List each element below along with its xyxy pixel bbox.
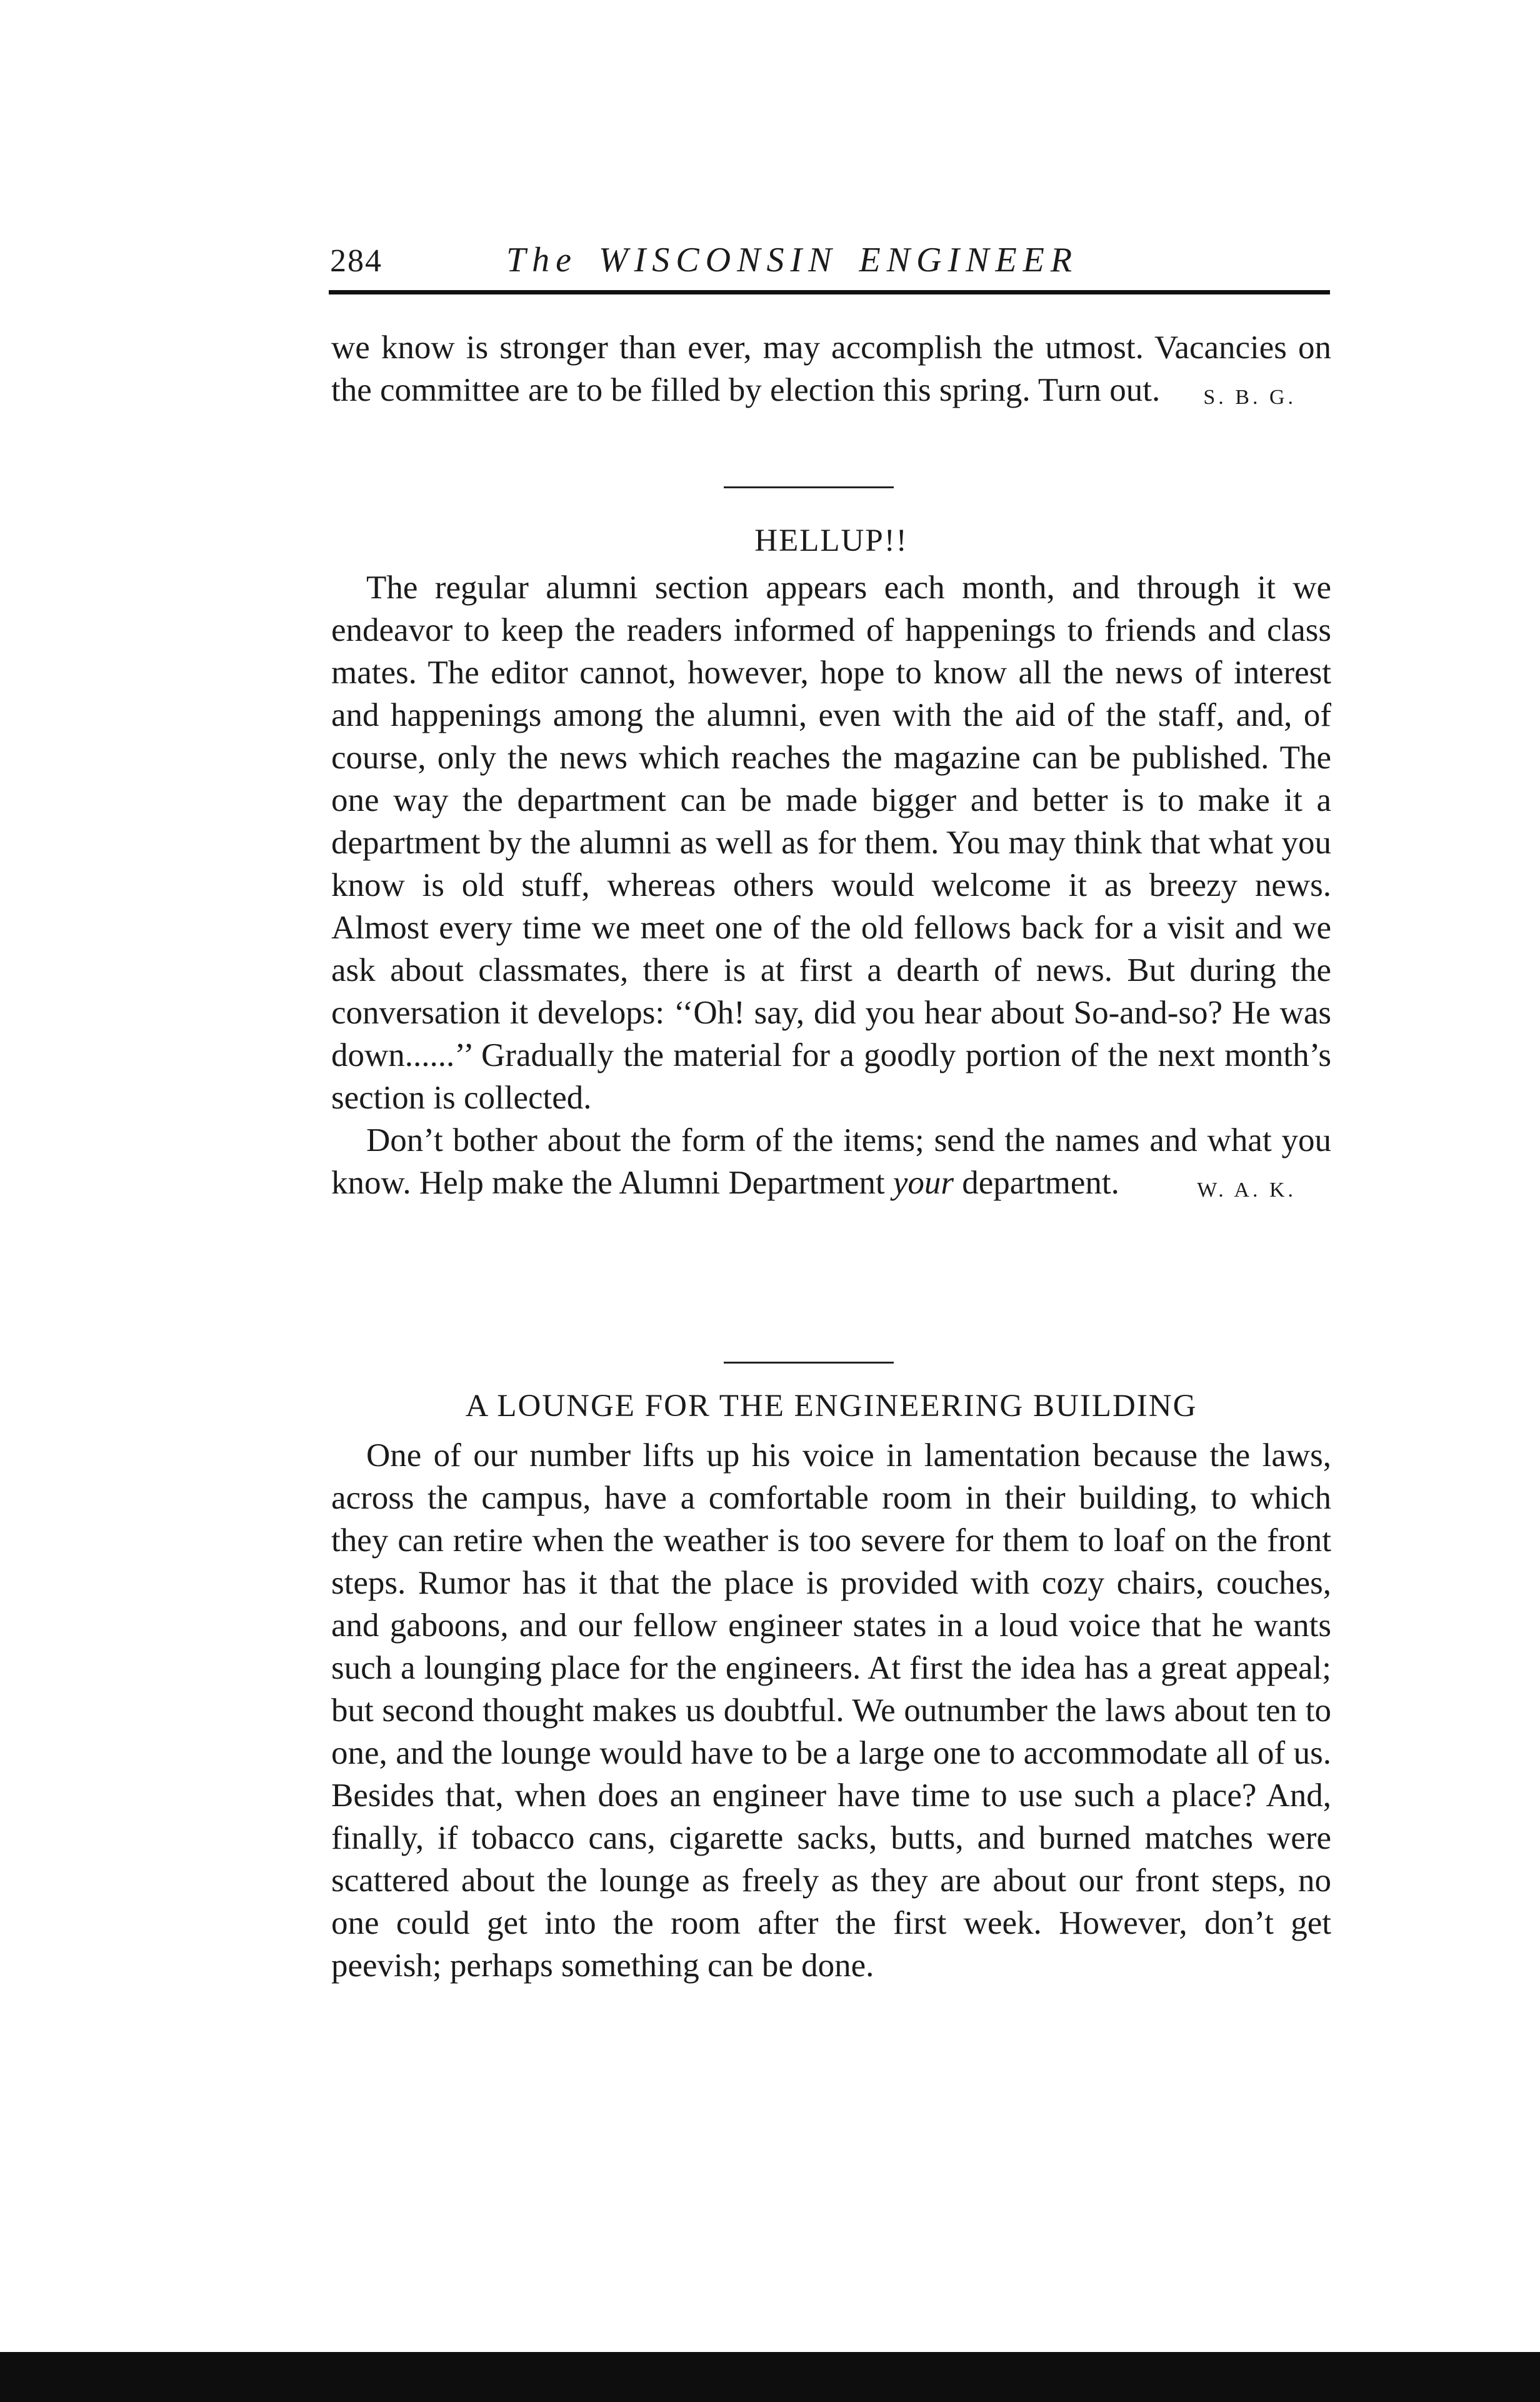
section-divider-1 <box>724 486 894 488</box>
section-top <box>331 326 1331 419</box>
journal-title: The WISCONSIN ENGINEER <box>506 241 1079 279</box>
header-rule <box>329 290 1330 294</box>
section-divider-2 <box>724 1362 894 1364</box>
hellup-paragraph-1: The regular alumni section appears each month, and through it we endeavor to keep the readers informed of happenings to friends and class mates. The editor cannot, however, hope to know all the news of interest and happenings among the alumni, even with the aid of the staff, and, of course, only the news which reaches the magazine can be published. The one way the department can be made bigger and better is to make it a department by the alumni as well as for them. You may think that what you know is old stuff, whereas others would welcome it as breezy news. Almost every time we meet one of the old fellows back for a visit and we ask about classmates, there is at first a dearth of news. But during the conversation it develops: ‘‘Oh! say, did you hear about So-and-so? He was down......’’ Gradually the material for a goodly portion of the next month’s section is collected. <box>331 570 1331 1116</box>
heading-hellup: HELLUP!! <box>754 523 908 558</box>
signature-sbg: S. B. G. <box>1203 386 1296 409</box>
section-lounge <box>331 1434 1331 1987</box>
continuation-text: we know is stronger than ever, may accomplish the utmost. Vacancies on the committee are to be filled by election this spring. Turn out. <box>331 329 1331 408</box>
heading-lounge: A LOUNGE FOR THE ENGINEERING BUILDING <box>465 1389 1198 1424</box>
hellup-paragraph-2-text: Don’t bother about the form of the items; send the names and what you know. Help make the Alumni Department <box>331 1122 1331 1201</box>
hellup-paragraph-2 <box>331 1119 1331 1204</box>
section-hellup <box>331 566 1331 1212</box>
running-head <box>330 235 1330 285</box>
hellup-paragraph-2-end: department. <box>953 1165 1119 1201</box>
continuation-paragraph <box>331 326 1331 411</box>
signature-wak: W. A. K. <box>1197 1178 1296 1202</box>
page-number: 284 <box>330 243 382 279</box>
scan-edge-band <box>0 2352 1540 2402</box>
lounge-paragraph: One of our number lifts up his voice in lamentation because the laws, across the campus, have a comfortable room in their building, to which they can retire when the weather is too severe for them to loaf on the front steps. Rumor has it that the place is provided with cozy chairs, couches, and gaboons, and our fellow engineer states in a loud voice that he wants such a lounging place for the engineers. At first the idea has a great appeal; but second thought makes us doubtful. We outnumber the laws about ten to one, and the lounge would have to be a large one to accommodate all of us. Besides that, when does an engineer have time to use such a place? And, finally, if tobacco cans, cigarette sacks, butts, and burned matches were scattered about the lounge as freely as they are about our front steps, no one could get into the room after the first week. However, don’t get peevish; perhaps something can be done. <box>331 1437 1331 1984</box>
emphasis-your: your <box>892 1165 954 1201</box>
